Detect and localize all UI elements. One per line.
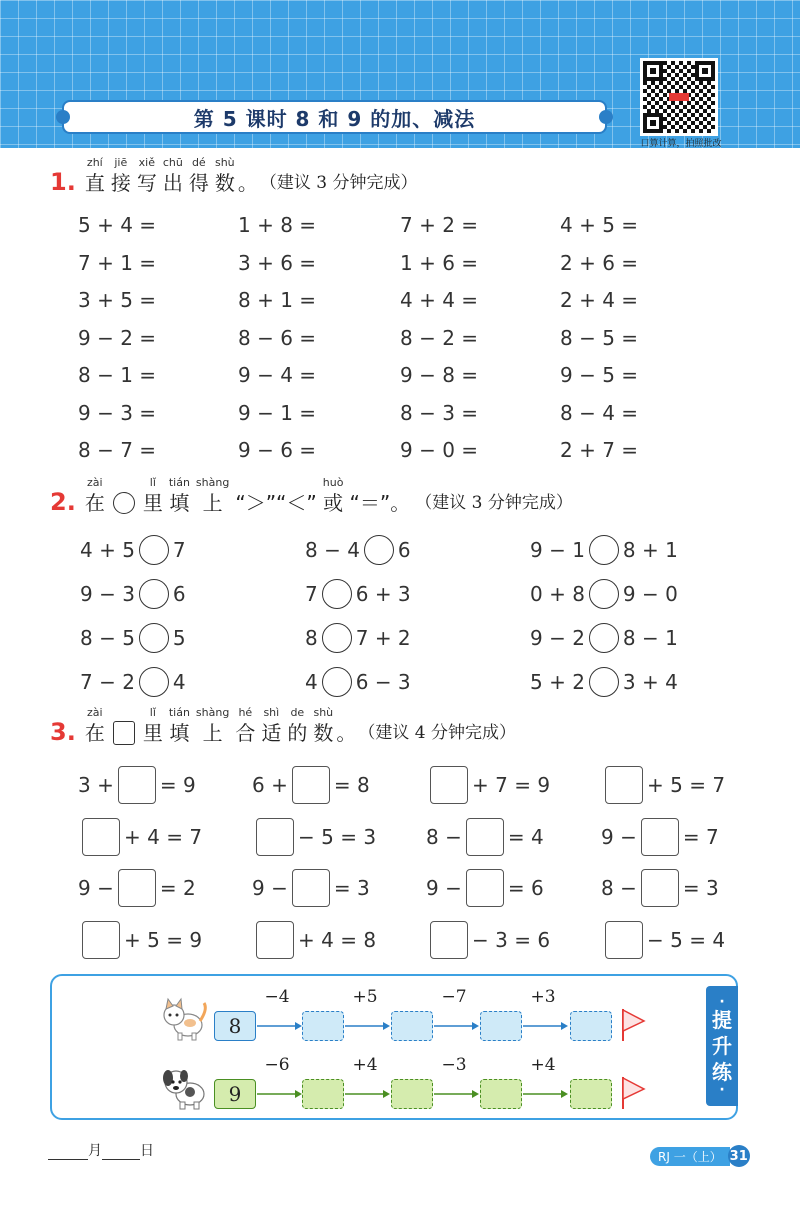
time-hint: （建议 3 分钟完成） xyxy=(259,173,418,193)
chain-operation: +4 xyxy=(352,1055,378,1075)
suffix-expression: + 4 = 8 xyxy=(298,927,377,952)
arithmetic-problem: 4 + 5 = xyxy=(560,213,639,237)
day-label: 日 xyxy=(140,1143,154,1159)
page-number-badge xyxy=(650,1146,750,1166)
left-expression: 8 − 5 xyxy=(80,626,135,650)
arithmetic-problem: 8 − 2 = xyxy=(400,325,479,350)
prefix-expression: 6 + xyxy=(252,773,288,797)
right-expression: 6 − 3 xyxy=(355,670,411,694)
arrow-right-icon xyxy=(434,1089,480,1099)
suffix-expression: − 5 = 3 xyxy=(298,824,377,849)
pinyin-word: lǐ 里 xyxy=(142,706,163,745)
fill-in-problem xyxy=(78,818,202,856)
arithmetic-problem: 9 − 3 = xyxy=(78,400,157,425)
fill-in-problem xyxy=(252,766,370,804)
pinyin-word: shù 数 xyxy=(313,706,334,745)
cat-icon xyxy=(160,997,208,1041)
left-expression: 9 − 3 xyxy=(80,582,135,606)
left-expression: 4 xyxy=(305,670,318,694)
arithmetic-problem: 8 − 6 = xyxy=(238,325,317,350)
answer-box[interactable] xyxy=(82,818,120,856)
prefix-expression: 9 − xyxy=(426,876,462,900)
date-field xyxy=(48,1140,154,1160)
answer-box[interactable] xyxy=(82,921,120,959)
answer-circle[interactable] xyxy=(322,579,352,609)
right-expression: 5 xyxy=(172,626,186,650)
suffix-expression: = 6 xyxy=(507,876,544,900)
left-expression: 7 − 2 xyxy=(80,670,135,694)
lesson-title: 第 5 课时 8 和 9 的加、减法 xyxy=(193,106,476,131)
fill-in-problem xyxy=(426,766,550,804)
answer-circle[interactable] xyxy=(589,623,619,653)
comparison-problem xyxy=(530,535,678,565)
pinyin-word: tián 填 xyxy=(168,706,190,745)
arithmetic-problem: 9 − 4 = xyxy=(238,363,317,387)
pinyin-word: chū 出 xyxy=(162,156,183,195)
suffix-expression: = 2 xyxy=(159,876,196,900)
section2-heading: 2. zài 在 lǐ 里 tián 填 shàng 上 “＞”“＜” huò 或 “＝”。 （建议 3 分钟完成） xyxy=(50,476,573,516)
answer-box[interactable] xyxy=(466,818,504,856)
section1-heading: 1. zhí 直 jiē 接 xiě 写 chū 出 dé 得 shù 数 。 （建议 3 分钟完成） xyxy=(50,156,418,196)
right-expression: 6 xyxy=(172,582,186,606)
arithmetic-problem: 4 + 4 = xyxy=(400,288,479,312)
qr-caption: 口算计算，拍照批改 xyxy=(640,139,722,149)
suffix-expression: = 3 xyxy=(333,876,370,900)
arithmetic-problem: 3 + 5 = xyxy=(78,288,157,312)
lesson-title-banner xyxy=(62,100,607,134)
arithmetic-problem: 8 − 1 = xyxy=(78,363,157,387)
arithmetic-problem: 8 − 5 = xyxy=(560,325,639,350)
comparison-problem xyxy=(80,535,186,565)
fill-in-problem xyxy=(78,921,202,959)
chain-operation: +4 xyxy=(530,1055,556,1075)
suffix-expression: = 4 xyxy=(507,824,544,849)
comparison-problem xyxy=(80,623,186,653)
comparison-problem xyxy=(305,667,411,697)
arithmetic-problem: 8 − 3 = xyxy=(400,400,479,425)
comparison-problem xyxy=(530,623,678,653)
suffix-expression: + 4 = 7 xyxy=(124,824,203,849)
right-expression: 7 xyxy=(172,538,186,562)
chain-answer-box[interactable] xyxy=(480,1011,522,1041)
comparison-problem xyxy=(80,667,186,697)
chain-operation: −3 xyxy=(441,1055,467,1075)
fill-in-problem xyxy=(78,869,196,907)
arithmetic-problem: 9 − 5 = xyxy=(560,363,639,387)
suffix-expression: + 5 = 9 xyxy=(124,927,203,952)
qr-code[interactable] xyxy=(640,58,718,136)
flag-icon xyxy=(620,1075,650,1109)
fill-in-problem xyxy=(601,921,725,959)
left-expression: 4 + 5 xyxy=(80,538,135,562)
arrow-right-icon xyxy=(434,1021,480,1031)
chain-answer-box[interactable] xyxy=(480,1079,522,1109)
chain-operation: +3 xyxy=(530,987,556,1007)
comparison-problem xyxy=(530,667,678,697)
suffix-expression: − 3 = 6 xyxy=(472,927,551,952)
arithmetic-problem: 9 − 1 = xyxy=(238,400,317,425)
pinyin-word: dé 得 xyxy=(188,156,209,195)
chain-answer-box[interactable] xyxy=(570,1011,612,1041)
answer-circle[interactable] xyxy=(589,667,619,697)
pinyin-word: zhí 直 xyxy=(84,156,105,195)
chain-operation: −4 xyxy=(264,987,290,1007)
left-expression: 0 + 8 xyxy=(530,582,585,606)
suffix-expression: + 5 = 7 xyxy=(647,773,726,797)
chain-operation: −7 xyxy=(441,987,467,1007)
right-expression: 7 + 2 xyxy=(355,626,411,650)
day-blank[interactable] xyxy=(102,1144,140,1160)
right-expression: 8 − 1 xyxy=(622,626,678,650)
arithmetic-problem: 9 − 0 = xyxy=(400,438,479,462)
chain-start-number: 8 xyxy=(214,1011,256,1041)
prefix-expression: 9 − xyxy=(601,824,637,849)
arithmetic-problem: 7 + 1 = xyxy=(78,250,157,275)
arrow-right-icon xyxy=(257,1089,303,1099)
flag-icon xyxy=(620,1007,650,1041)
answer-circle[interactable] xyxy=(589,535,619,565)
answer-box[interactable] xyxy=(118,766,156,804)
arrow-right-icon xyxy=(345,1021,391,1031)
qr-logo-icon xyxy=(669,93,689,101)
arithmetic-problem: 9 − 6 = xyxy=(238,438,317,462)
arithmetic-problem: 8 − 7 = xyxy=(78,438,157,462)
answer-box[interactable] xyxy=(292,869,330,907)
time-hint: （建议 3 分钟完成） xyxy=(415,493,573,513)
answer-box[interactable] xyxy=(256,818,294,856)
dog-icon xyxy=(160,1066,210,1110)
suffix-expression: = 7 xyxy=(682,824,719,849)
arithmetic-problem: 1 + 8 = xyxy=(238,213,317,237)
prefix-expression: 8 − xyxy=(601,876,637,900)
section3-heading: 3. zài 在 lǐ 里 tián 填 shàng 上 hé 合 shì 适 de 的 shù 数 。 （建议 4 分钟完成） xyxy=(50,706,516,746)
right-expression: 6 + 3 xyxy=(355,582,411,606)
arithmetic-problem: 2 + 6 = xyxy=(560,250,639,275)
answer-circle[interactable] xyxy=(322,623,352,653)
chain-operation: −6 xyxy=(264,1055,290,1075)
suffix-expression: − 5 = 4 xyxy=(647,927,726,952)
arithmetic-problem: 7 + 2 = xyxy=(400,213,479,237)
arithmetic-problem: 3 + 6 = xyxy=(238,250,317,275)
answer-box[interactable] xyxy=(641,869,679,907)
pinyin-word: jiē 接 xyxy=(110,156,131,195)
answer-box[interactable] xyxy=(118,869,156,907)
answer-box[interactable] xyxy=(605,921,643,959)
pinyin-word: shù 数 xyxy=(214,156,235,195)
fill-in-problem xyxy=(252,869,370,907)
arithmetic-problem: 8 + 1 = xyxy=(238,288,317,312)
fill-in-problem xyxy=(426,921,550,959)
chain-answer-box[interactable] xyxy=(391,1011,433,1041)
answer-box[interactable] xyxy=(641,818,679,856)
chain-answer-box[interactable] xyxy=(570,1079,612,1109)
extension-tab: · 提 升 练 · xyxy=(706,986,738,1106)
arithmetic-problem: 2 + 7 = xyxy=(560,438,639,462)
chain-answer-box[interactable] xyxy=(302,1079,344,1109)
arrow-right-icon xyxy=(345,1089,391,1099)
suffix-expression: = 3 xyxy=(682,876,719,900)
month-label: 月 xyxy=(88,1143,102,1159)
pinyin-word: shì 适 xyxy=(261,706,282,745)
chain-answer-box[interactable] xyxy=(391,1079,433,1109)
answer-box[interactable] xyxy=(430,921,468,959)
answer-circle[interactable] xyxy=(139,623,169,653)
prefix-expression: 9 − xyxy=(78,876,114,900)
answer-circle[interactable] xyxy=(589,579,619,609)
answer-box[interactable] xyxy=(466,869,504,907)
arrow-right-icon xyxy=(523,1021,569,1031)
answer-box[interactable] xyxy=(430,766,468,804)
prefix-expression: 9 − xyxy=(252,876,288,900)
pinyin-word: hé 合 xyxy=(235,706,256,745)
month-blank[interactable] xyxy=(48,1144,88,1160)
answer-box[interactable] xyxy=(605,766,643,804)
fill-in-problem xyxy=(426,869,544,907)
arithmetic-problem: 5 + 4 = xyxy=(78,213,157,237)
fill-in-problem xyxy=(252,921,376,959)
chain-start-number: 9 xyxy=(214,1079,256,1109)
left-expression: 5 + 2 xyxy=(530,670,585,694)
comparison-problem xyxy=(305,535,411,565)
right-expression: 3 + 4 xyxy=(622,670,678,694)
comparison-problem xyxy=(80,579,186,609)
answer-circle[interactable] xyxy=(139,535,169,565)
arithmetic-problem: 1 + 6 = xyxy=(400,250,479,275)
fill-in-problem xyxy=(601,869,719,907)
right-expression: 9 − 0 xyxy=(622,582,678,606)
chain-answer-box[interactable] xyxy=(302,1011,344,1041)
answer-box[interactable] xyxy=(292,766,330,804)
page-number: 31 xyxy=(728,1145,750,1167)
left-expression: 8 xyxy=(305,626,318,650)
prefix-expression: 3 + xyxy=(78,773,114,797)
pinyin-word: shàng 上 xyxy=(195,706,230,745)
arithmetic-problem: 9 − 2 = xyxy=(78,325,157,350)
answer-circle[interactable] xyxy=(139,579,169,609)
section-number: 3. xyxy=(50,718,76,746)
suffix-expression: + 7 = 9 xyxy=(472,773,551,797)
circle-icon xyxy=(113,492,135,514)
arithmetic-problem: 8 − 4 = xyxy=(560,400,639,425)
right-expression: 4 xyxy=(172,670,186,694)
suffix-expression: = 9 xyxy=(159,773,196,797)
section-number: 1. xyxy=(50,168,76,196)
left-expression: 8 − 4 xyxy=(305,538,360,562)
comparison-problem xyxy=(530,579,678,609)
right-expression: 8 + 1 xyxy=(622,538,678,562)
answer-circle[interactable] xyxy=(322,667,352,697)
section-number: 2. xyxy=(50,488,76,516)
comparison-problem xyxy=(305,579,411,609)
answer-box[interactable] xyxy=(256,921,294,959)
time-hint: （建议 4 分钟完成） xyxy=(358,723,516,743)
fill-in-problem xyxy=(78,766,196,804)
arithmetic-problem: 9 − 8 = xyxy=(400,363,479,387)
chain-operation: +5 xyxy=(352,987,378,1007)
pinyin-word: de 的 xyxy=(287,706,308,745)
prefix-expression: 8 − xyxy=(426,824,462,849)
left-expression: 7 xyxy=(305,582,318,606)
fill-in-problem xyxy=(601,766,725,804)
right-expression: 6 xyxy=(397,538,411,562)
edition-tag: RJ 一（上） xyxy=(650,1147,730,1166)
suffix-expression: = 8 xyxy=(333,773,370,797)
fill-in-problem xyxy=(252,818,376,856)
fill-in-problem xyxy=(601,818,719,856)
answer-circle[interactable] xyxy=(139,667,169,697)
arrow-right-icon xyxy=(257,1021,303,1031)
square-icon xyxy=(113,721,135,745)
arrow-right-icon xyxy=(523,1089,569,1099)
pinyin-word: xiě 写 xyxy=(136,156,157,195)
comparison-problem xyxy=(305,623,411,653)
fill-in-problem xyxy=(426,818,544,856)
left-expression: 9 − 1 xyxy=(530,538,585,562)
left-expression: 9 − 2 xyxy=(530,626,585,650)
arithmetic-problem: 2 + 4 = xyxy=(560,288,639,312)
answer-circle[interactable] xyxy=(364,535,394,565)
